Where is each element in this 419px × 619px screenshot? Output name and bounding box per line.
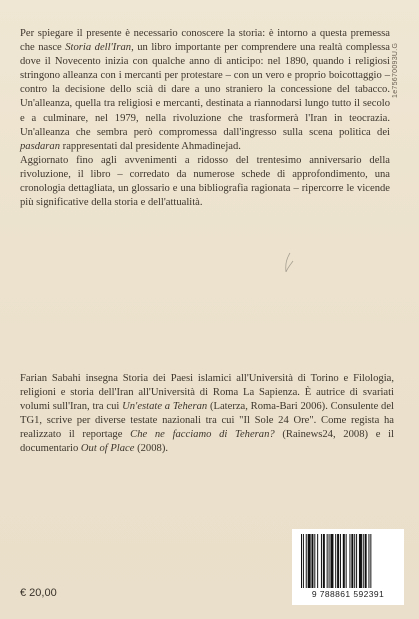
author-text-run: (Laterza, Roma-Bari 2006). Consulente del TG1, scrive per diverse testate nazionali tra cui "Il Sole 24 Ore". Come regista ha realizzato il reportage <box>20 401 394 441</box>
barcode-bar <box>323 534 325 588</box>
author-bio-text <box>20 372 394 457</box>
isbn-barcode <box>292 529 404 605</box>
barcode-bar <box>301 534 302 588</box>
barcode-bar <box>330 534 333 588</box>
barcode-bar <box>317 534 318 588</box>
pasdaran-term: pasdaran <box>20 140 61 152</box>
barcode-bar <box>354 534 355 588</box>
barcode-bar <box>359 534 362 588</box>
blurb-paragraph-2: Aggiornato fino agli avvenimenti a ridosso del trentesimo anniversario della rivoluzione, il libro – corredato da numerose schede di approfondimento, una cronologia dettagliata, un glossario e una bibliografia ragionata – ripercorre le vicende più significative della storia e dell'attualità. <box>20 154 390 209</box>
barcode-bar <box>370 534 371 588</box>
author-text-run: (2008). <box>134 443 168 455</box>
barcode-bar <box>356 534 357 588</box>
spine-code: 1e75670093U.G <box>392 42 399 98</box>
barcode-bar <box>340 534 341 588</box>
author-text-run: (Rainews24, 2008) e il documentario <box>20 429 394 455</box>
author-text-run: Farian Sabahi insegna Storia dei Paesi islamici all'Università di Torino e Filologia, religioni e storia dell'Iran all'Università di Roma La Sapienza. È autrice di svariati volumi sull'Iran, tra cui <box>20 373 394 413</box>
barcode-bar <box>349 534 350 588</box>
work-title: Out of Place <box>80 443 135 455</box>
barcode-bar <box>337 534 339 588</box>
blurb-text <box>20 27 390 210</box>
barcode-bars <box>301 534 395 588</box>
barcode-bar <box>363 534 364 588</box>
barcode-bar <box>335 534 336 588</box>
barcode-bar <box>321 534 322 588</box>
pencil-mark <box>281 252 295 274</box>
work-title: Che ne facciamo di Teheran? <box>130 429 275 441</box>
barcode-bar <box>303 534 304 588</box>
barcode-bar <box>308 534 311 588</box>
barcode-bar <box>368 534 369 588</box>
blurb-text-run: Per spiegare il presente è necessario conoscere la storia: è intorno a questa premessa che nasce <box>20 28 390 54</box>
barcode-bar <box>329 534 330 588</box>
barcode-bar <box>311 534 313 588</box>
barcode-bar <box>346 534 347 588</box>
blurb-paragraph-1 <box>20 27 390 154</box>
barcode-bar <box>327 534 328 588</box>
barcode-bar <box>306 534 307 588</box>
blurb-text-run: , un libro importante per comprendere una realtà complessa dove il Novecento inizia con qualche anno di anticipo: nel 1890, quando i religiosi stringono alleanza con i mercanti per protestare – con un vero e proprio boicottaggio – contro la decisione dello scià di dare a uno straniero la concessione del tabacco. Un'alleanza, quella tra religiosi e mercanti, destinata a riannodarsi lungo tutto il secolo e a culminare, nel 1979, nella rivoluzione che trasformerà l'Iran in teocrazia. Un'alleanza che sembra però compromessa dall'ingresso sulla scena politica dei <box>20 42 391 138</box>
blurb-text-run: rappresentati dal presidente Ahmadinejad. <box>60 140 241 152</box>
barcode-bar <box>314 534 315 588</box>
barcode-bar <box>343 534 345 588</box>
work-title: Un'estate a Teheran <box>122 401 208 413</box>
book-title: Storia dell'Iran <box>65 42 132 54</box>
author-bio <box>20 372 394 457</box>
barcode-bar <box>365 534 367 588</box>
barcode-bar <box>351 534 353 588</box>
price-label: € 20,00 <box>20 587 57 599</box>
isbn-number: 9 788861 592391 <box>311 589 385 599</box>
